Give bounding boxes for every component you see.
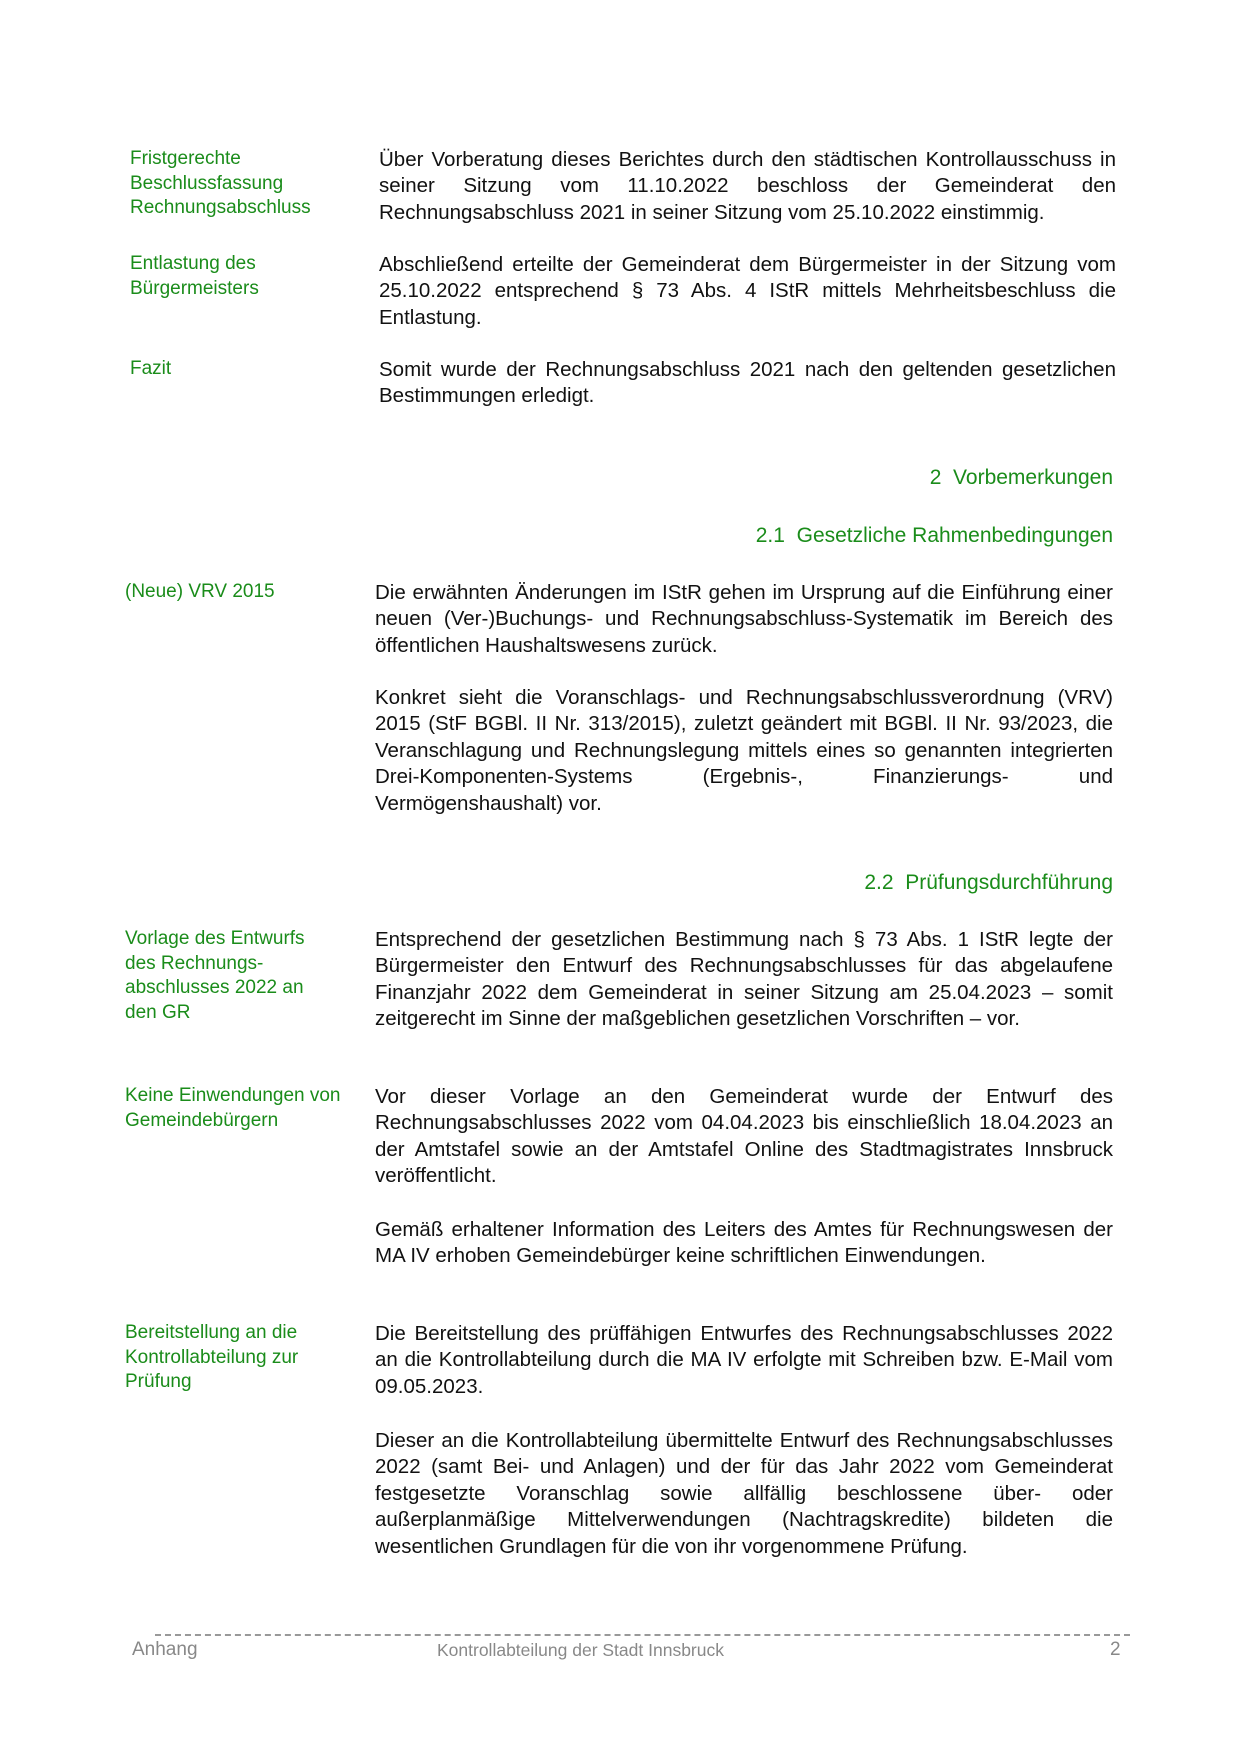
paragraph: Die Bereitstellung des prüffähigen Entwurfes des Rechnungsabschlusses 2022 an die Kontrollabteilung durch die MA IV erfolgte mit Schreiben bzw. E-Mail vom 09.05.2023.: [375, 1322, 1113, 1398]
paragraph: Dieser an die Kontrollabteilung übermittelte Entwurf des Rechnungsabschlusses 2022 (samt Bei- und Anlagen) und der für das Jahr 2022 vom Gemeinderat festgesetzte Voranschlag sowie allfällig beschlossene über- oder außerplanmäßige Mittelverwendungen (Nachtragskredite) bildeten die wesentlichen Grundlagen für die von ihr vorgenommene Prüfung.: [375, 1429, 1113, 1558]
margin-label: Fazit: [130, 358, 172, 379]
paragraph: Die erwähnten Änderungen im IStR gehen im Ursprung auf die Einführung einer neuen (Ver-)Buchungs- und Rechnungsabschluss-Systematik im Bereich des öffentlichen Haushaltswesens zurück.: [375, 581, 1113, 657]
subsection-heading: 2.2 Prüfungsdurchführung: [864, 871, 1113, 894]
paragraph: Vor dieser Vorlage an den Gemeinderat wurde der Entwurf des Rechnungsabschlusses 2022 vom 04.04.2023 bis einschließlich 18.04.2023 an der Amtstafel sowie an der Amtstafel Online des Stadtmagistrates Innsbruck veröffentlicht.: [375, 1085, 1113, 1188]
footer-divider: [155, 1634, 1130, 1636]
paragraph: Konkret sieht die Voranschlags- und Rechnungsabschlussverordnung (VRV) 2015 (StF BGBl. II Nr. 313/2015), zuletzt geändert mit BGBl. II Nr. 93/2023, die Veranschlagung und Rechnungslegung mittels eines so genannten integrierten Drei-Komponenten-Systems (Ergebnis-, Finanzierungs- und Vermögenshaushalt) vor.: [375, 686, 1113, 815]
paragraph: Somit wurde der Rechnungsabschluss 2021 nach den geltenden gesetzlichen Bestimmungen erledigt.: [379, 358, 1116, 408]
footer-center: Kontrollabteilung der Stadt Innsbruck: [437, 1640, 724, 1660]
paragraph: Abschließend erteilte der Gemeinderat dem Bürgermeister in der Sitzung vom 25.10.2022 entsprechend § 73 Abs. 4 IStR mittels Mehrheitsbeschluss die Entlastung.: [379, 253, 1116, 329]
paragraph: Über Vorberatung dieses Berichtes durch den städtischen Kontrollausschuss in seiner Sitzung vom 11.10.2022 beschloss der Gemeinderat den Rechnungsabschluss 2021 in seiner Sitzung vom 25.10.2022 einstimmig.: [379, 148, 1116, 224]
margin-label: (Neue) VRV 2015: [125, 581, 275, 602]
section-heading: 2 Vorbemerkungen: [929, 466, 1113, 489]
label-text: Fristgerechte Beschlussfassung Rechnungsabschluss: [130, 148, 311, 218]
margin-label: Bereitstellung an die Kontrollabteilung zur Prüfung: [125, 1322, 299, 1392]
margin-label: Entlastung des Bürgermeisters: [130, 253, 259, 299]
paragraph: Gemäß erhaltener Information des Leiters des Amtes für Rechnungswesen der MA IV erhoben Gemeindebürger keine schriftlichen Einwendungen.: [375, 1218, 1113, 1268]
page-number: 2: [1110, 1639, 1121, 1660]
margin-label: Keine Einwendungen von Gemeindebürgern: [125, 1085, 341, 1131]
margin-label: Vorlage des Entwurfs des Rechnungs-abschlusses 2022 an den GR: [125, 928, 305, 1023]
margin-label: [130, 147, 350, 221]
subsection-heading: 2.1 Gesetzliche Rahmenbedingungen: [755, 524, 1113, 547]
paragraph: Entsprechend der gesetzlichen Bestimmung nach § 73 Abs. 1 IStR legte der Bürgermeister den Entwurf des Rechnungsabschlusses für das abgelaufene Finanzjahr 2022 dem Gemeinderat in seiner Sitzung am 25.04.2023 – somit zeitgerecht im Sinne der maßgeblichen gesetzlichen Vorschriften – vor.: [375, 928, 1113, 1031]
footer-left: Anhang: [132, 1639, 198, 1660]
